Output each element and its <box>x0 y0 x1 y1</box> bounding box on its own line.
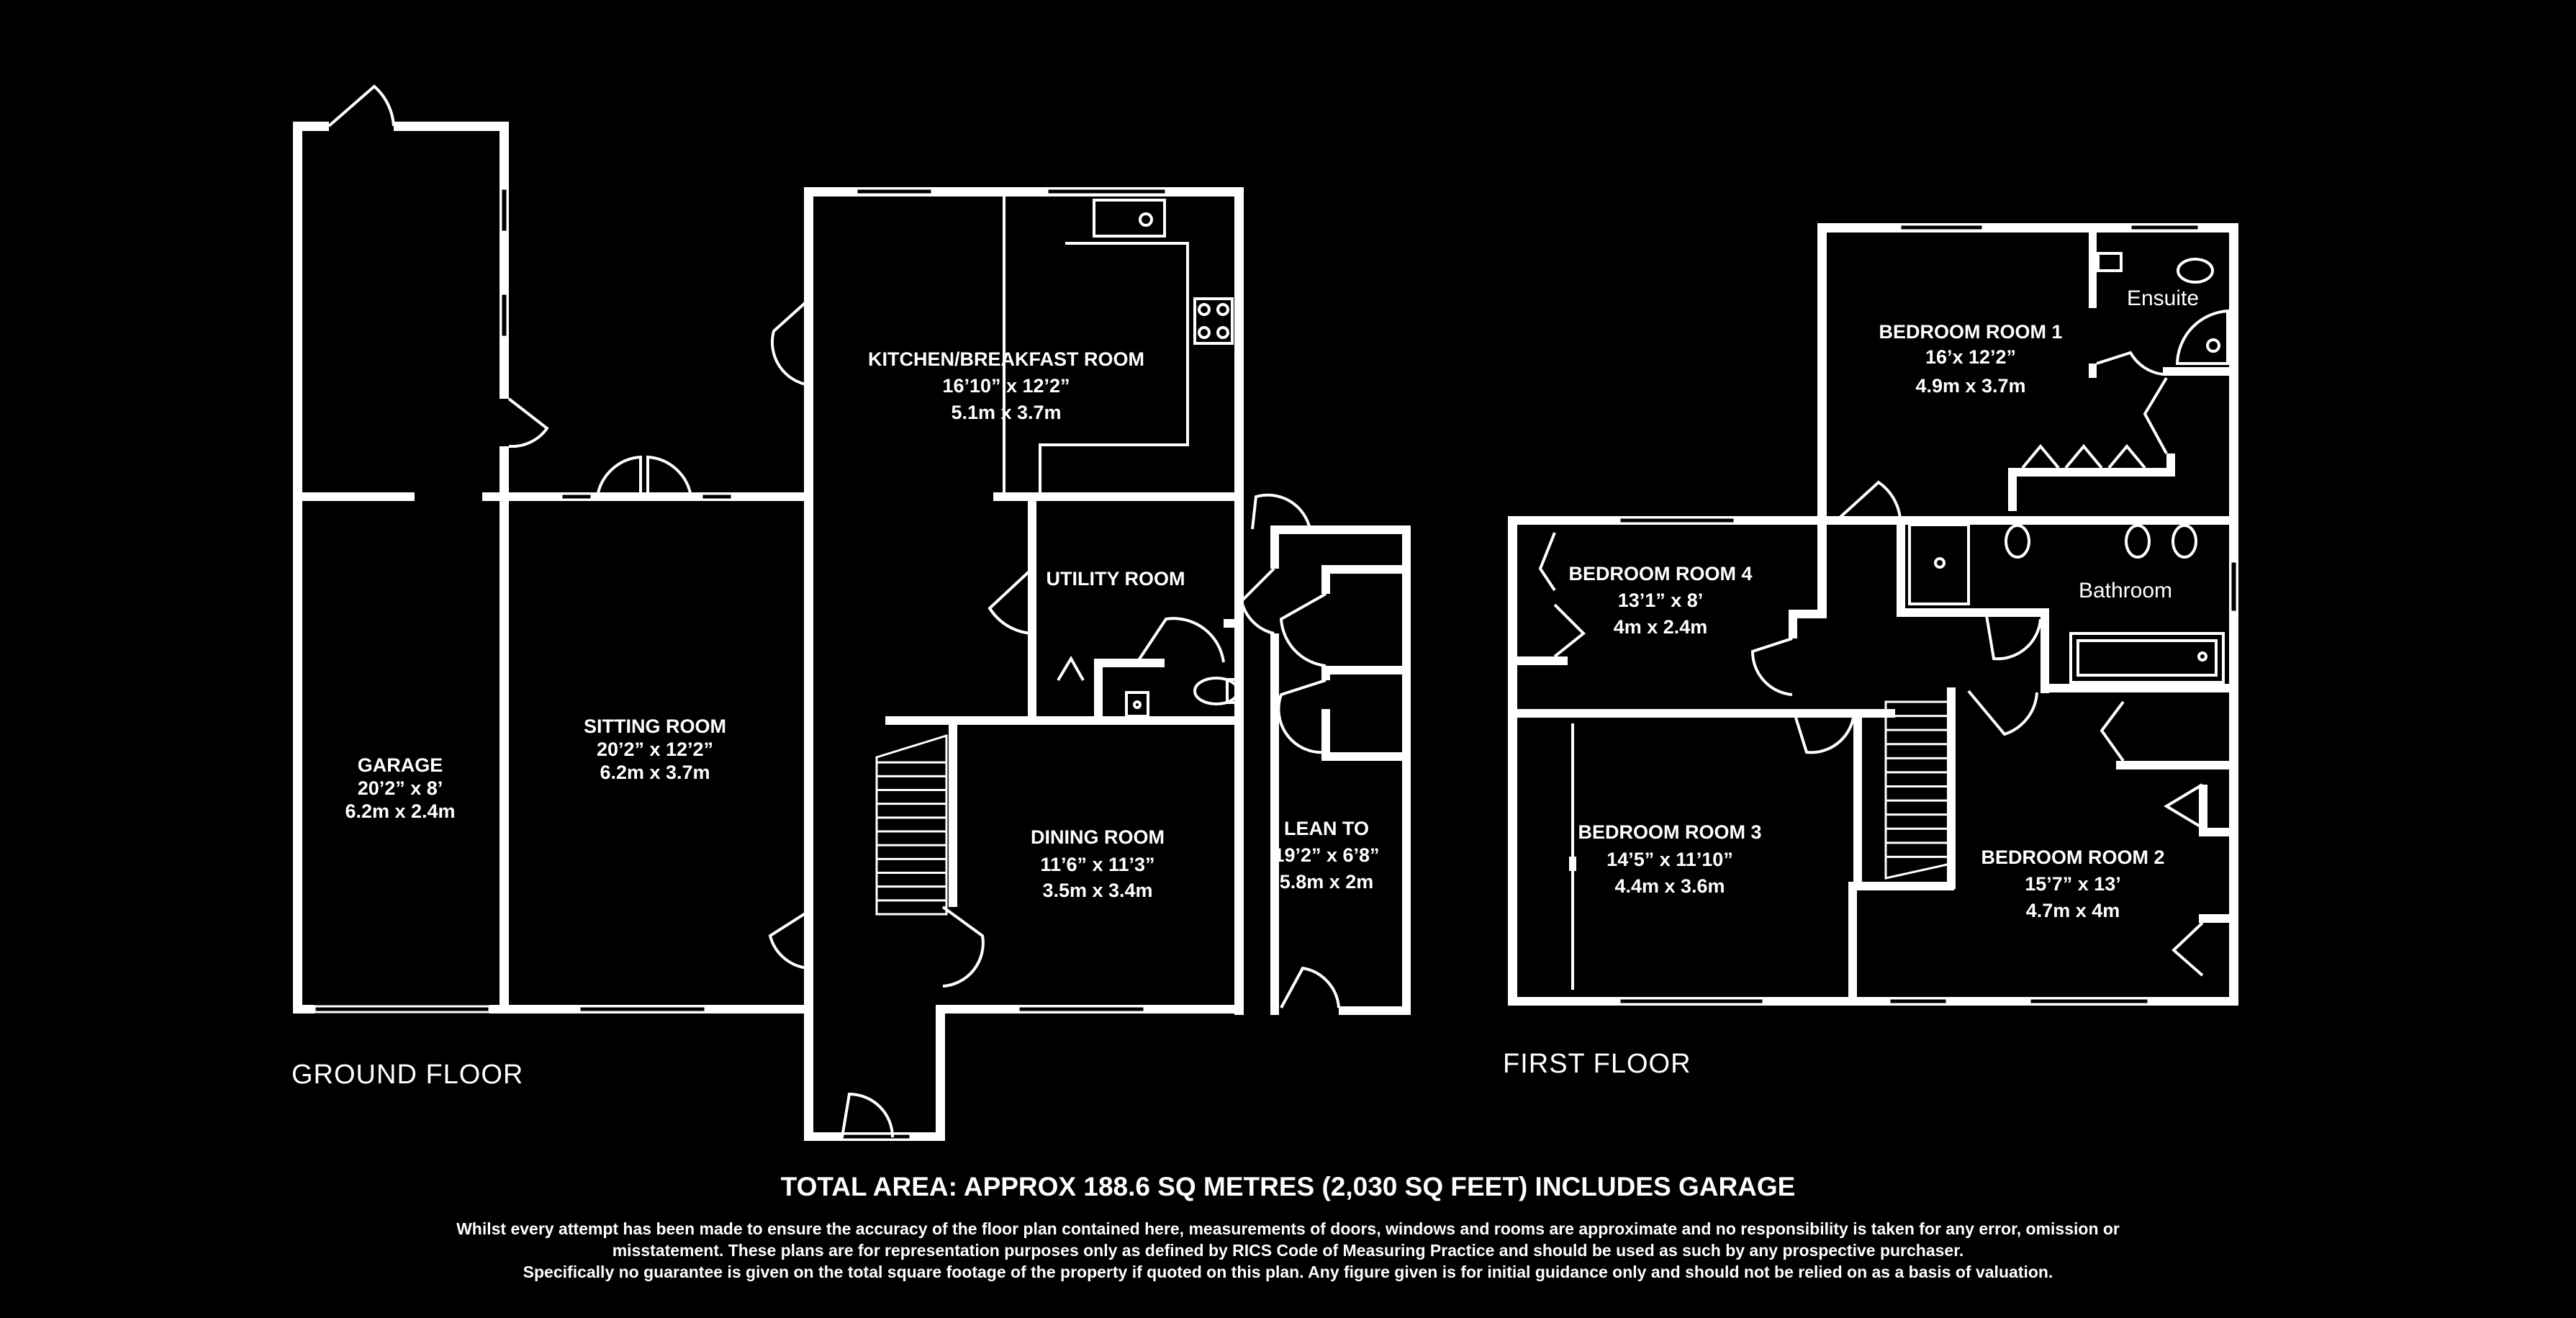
garage-metric: 6.2m x 2.4m <box>345 800 456 822</box>
leanto-metric: 5.8m x 2m <box>1279 871 1374 893</box>
garage-imperial: 20’2” x 8’ <box>357 777 443 799</box>
first-floor-label: FIRST FLOOR <box>1503 1049 1691 1079</box>
bed4-metric: 4m x 2.4m <box>1613 616 1708 638</box>
disclaimer <box>0 1218 2576 1283</box>
bed3-imperial: 14’5” x 11’10” <box>1606 849 1733 870</box>
bed2-metric: 4.7m x 4m <box>2025 900 2120 921</box>
bed4-name: BEDROOM ROOM 4 <box>1568 563 1753 584</box>
bed3-name: BEDROOM ROOM 3 <box>1578 821 1762 843</box>
disclaimer-line-2: misstatement. These plans are for representation purposes only as defined by RICS Code of Measuring Practice and should be used as such by any prospective purchaser. <box>612 1241 1964 1260</box>
dining-imperial: 11’6” x 11’3” <box>1040 854 1155 875</box>
bed4-imperial: 13’1” x 8’ <box>1617 590 1704 611</box>
stairs-first-treads <box>1886 716 1951 857</box>
ground-floor-plan <box>293 86 1411 1141</box>
sitting-metric: 6.2m x 3.7m <box>600 762 710 783</box>
bed2-imperial: 15’7” x 13’ <box>2025 873 2121 895</box>
ensuite-name: Ensuite <box>2126 286 2200 310</box>
kitchen-metric: 5.1m x 3.7m <box>951 402 1062 423</box>
bed3-metric: 4.4m x 3.6m <box>1614 875 1725 897</box>
ground-floor-label: GROUND FLOOR <box>292 1060 524 1090</box>
bed1-name: BEDROOM ROOM 1 <box>1879 321 2063 343</box>
bed1-imperial: 16’x 12’2” <box>1925 346 2017 368</box>
kitchen-name: KITCHEN/BREAKFAST ROOM <box>868 348 1144 370</box>
bathroom-name: Bathroom <box>2078 579 2173 602</box>
bed1-metric: 4.9m x 3.7m <box>1915 375 2026 397</box>
sitting-name: SITTING ROOM <box>584 716 726 737</box>
kitchen-imperial: 16’10” x 12’2” <box>942 375 1070 397</box>
utility-name: UTILITY ROOM <box>1046 568 1185 590</box>
leanto-imperial: 19’2” x 6’8” <box>1273 844 1380 866</box>
dining-name: DINING ROOM <box>1031 826 1165 848</box>
dining-metric: 3.5m x 3.4m <box>1042 880 1153 901</box>
stairs-ground-treads <box>877 762 946 901</box>
sitting-imperial: 20’2” x 12’2” <box>596 739 714 760</box>
bed2-name: BEDROOM ROOM 2 <box>1981 847 2165 868</box>
garage-name: GARAGE <box>357 754 443 776</box>
disclaimer-line-3: Specifically no guarantee is given on the total square footage of the property if quoted on this plan. Any figure given is for initial guidance only and should not be relied on as a basis of valuation. <box>523 1263 2053 1281</box>
leanto-name: LEAN TO <box>1283 818 1370 839</box>
total-area: TOTAL AREA: APPROX 188.6 SQ METRES (2,030 SQ FEET) INCLUDES GARAGE <box>780 1172 1796 1201</box>
disclaimer-line-1: Whilst every attempt has been made to ensure the accuracy of the floor plan contained here, measurements of doors, windows and rooms are approximate and no responsibility is taken for any error, omission or <box>456 1219 2120 1238</box>
